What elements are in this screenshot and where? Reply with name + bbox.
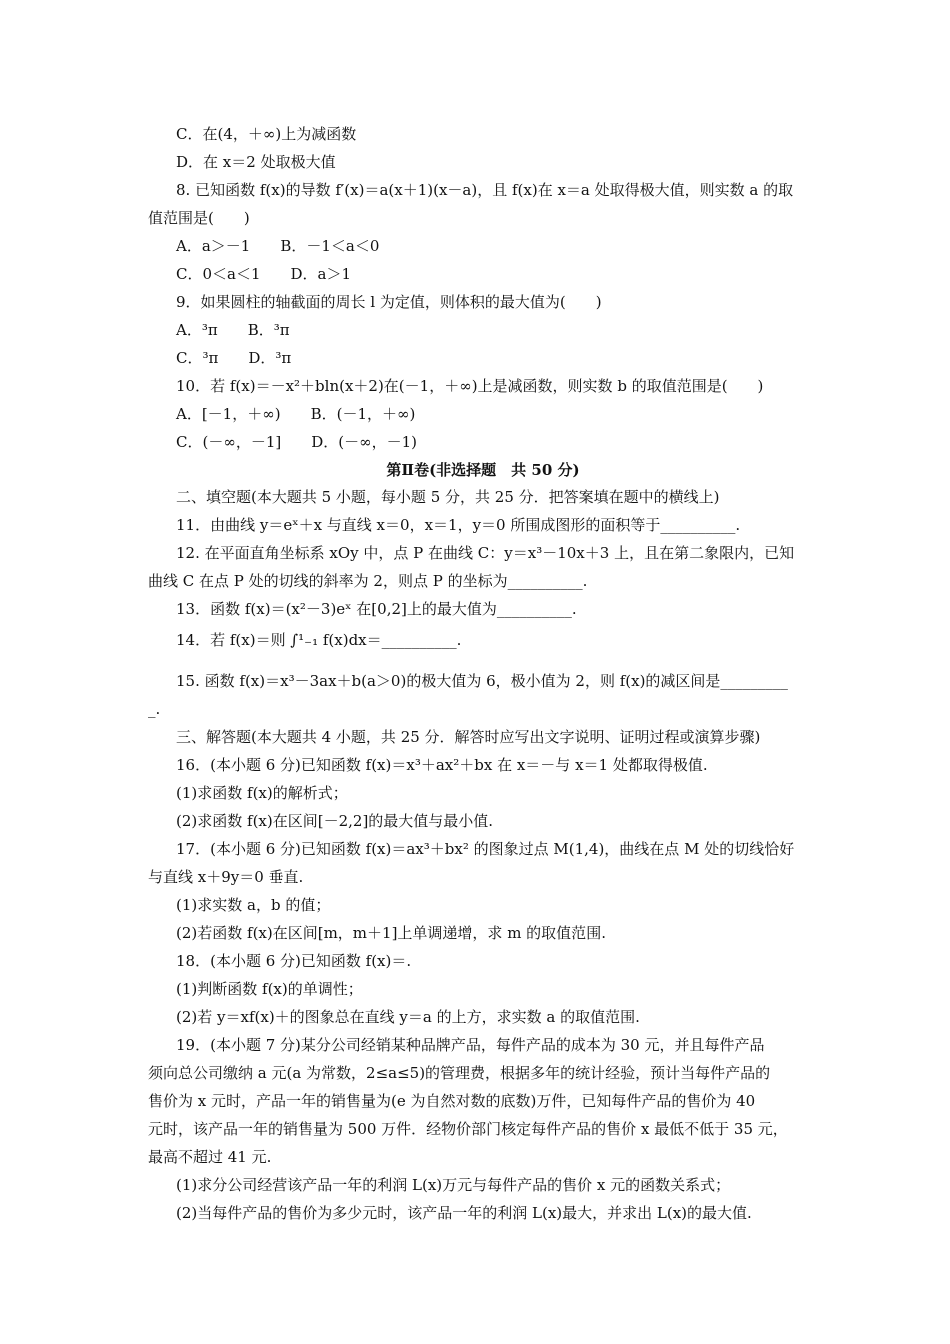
q11: 11．由曲线 y＝eˣ＋x 与直线 x＝0，x＝1，y＝0 所围成图形的面积等于__________. bbox=[176, 516, 741, 534]
q9-options-ab: A．³π B．³π bbox=[176, 321, 290, 339]
q18-stem: 18．(本小题 6 分)已知函数 f(x)＝. bbox=[176, 952, 412, 970]
section-heading-answers: 三、解答题(本大题共 4 小题，共 25 分．解答时应写出文字说明、证明过程或演算步骤) bbox=[176, 728, 761, 746]
q7-option-d: D．在 x＝2 处取极大值 bbox=[176, 153, 336, 171]
q16-part1: (1)求函数 f(x)的解析式； bbox=[176, 784, 348, 802]
q19-stem-cont-3: 元时，该产品一年的销售量为 500 万件．经物价部门核定每件产品的售价 x 最低不低于 35 元， bbox=[148, 1120, 788, 1138]
q18-part1: (1)判断函数 f(x)的单调性； bbox=[176, 980, 363, 998]
q16-part2: (2)求函数 f(x)在区间[－2,2]的最大值与最小值. bbox=[176, 812, 494, 830]
q12-stem-cont: 曲线 C 在点 P 处的切线的斜率为 2，则点 P 的坐标为__________. bbox=[148, 572, 588, 590]
section-heading-fill-blank: 二、填空题(本大题共 5 小题，每小题 5 分，共 25 分．把答案填在题中的横线上) bbox=[176, 488, 720, 506]
q10-options-ab: A．[－1，＋∞) B．(－1，＋∞) bbox=[176, 405, 416, 423]
q8-stem-cont: 值范围是( ) bbox=[148, 209, 250, 227]
q19-part1: (1)求分公司经营该产品一年的利润 L(x)万元与每件产品的售价 x 元的函数关系式； bbox=[176, 1176, 731, 1194]
q16-stem: 16．(本小题 6 分)已知函数 f(x)＝x³＋ax²＋bx 在 x＝－与 x＝1 处都取得极值. bbox=[176, 756, 708, 774]
q19-stem-cont-2: 售价为 x 元时，产品一年的销售量为(e 为自然对数的底数)万件，已知每件产品的售价为 40 bbox=[148, 1092, 756, 1110]
q12-stem: 12. 在平面直角坐标系 xOy 中，点 P 在曲线 C：y＝x³－10x＋3 上，且在第二象限内，已知 bbox=[176, 544, 795, 562]
q17-stem: 17．(本小题 6 分)已知函数 f(x)＝ax³＋bx² 的图象过点 M(1,4)，曲线在点 M 处的切线恰好 bbox=[176, 840, 795, 858]
q14: 14．若 f(x)＝则 ∫¹₋₁ f(x)dx＝__________. bbox=[176, 631, 462, 649]
q17-part1: (1)求实数 a，b 的值； bbox=[176, 896, 331, 914]
q8-options-ab: A．a＞－1 B．－1＜a＜0 bbox=[176, 237, 380, 255]
q7-option-c: C．在(4，＋∞)上为减函数 bbox=[176, 125, 357, 143]
q19-stem: 19．(本小题 7 分)某分公司经销某种品牌产品，每件产品的成本为 30 元，并且每件产品 bbox=[176, 1036, 765, 1054]
q15-cont: _. bbox=[148, 700, 161, 718]
section-title-part2: 第Ⅱ卷(非选择题 共 50 分) bbox=[386, 461, 580, 479]
q10-options-cd: C．(－∞，－1] D．(－∞，－1) bbox=[176, 433, 417, 451]
q18-part2: (2)若 y＝xf(x)＋的图象总在直线 y＝a 的上方，求实数 a 的取值范围. bbox=[176, 1008, 640, 1026]
q19-stem-cont-4: 最高不超过 41 元. bbox=[148, 1148, 272, 1166]
q8-stem: 8. 已知函数 f(x)的导数 f′(x)＝a(x＋1)(x－a)，且 f(x)在 x＝a 处取得极大值，则实数 a 的取 bbox=[176, 181, 794, 199]
q9-stem: 9．如果圆柱的轴截面的周长 l 为定值，则体积的最大值为( ) bbox=[176, 293, 602, 311]
q8-options-cd: C．0＜a＜1 D．a＞1 bbox=[176, 265, 352, 283]
q15: 15. 函数 f(x)＝x³－3ax＋b(a＞0)的极大值为 6，极小值为 2，则 f(x)的减区间是_________ bbox=[176, 672, 788, 690]
q17-stem-cont: 与直线 x＋9y＝0 垂直. bbox=[148, 868, 304, 886]
q13: 13．函数 f(x)＝(x²－3)eˣ 在[0,2]上的最大值为__________. bbox=[176, 600, 577, 618]
q19-stem-cont-1: 须向总公司缴纳 a 元(a 为常数，2≤a≤5)的管理费，根据多年的统计经验，预计当每件产品的 bbox=[148, 1064, 771, 1082]
q9-options-cd: C．³π D．³π bbox=[176, 349, 292, 367]
q17-part2: (2)若函数 f(x)在区间[m，m＋1]上单调递增，求 m 的取值范围. bbox=[176, 924, 606, 942]
q19-part2: (2)当每件产品的售价为多少元时，该产品一年的利润 L(x)最大，并求出 L(x)的最大值. bbox=[176, 1204, 752, 1222]
q10-stem: 10．若 f(x)＝－x²＋bln(x＋2)在(－1，＋∞)上是减函数，则实数 b 的取值范围是( ) bbox=[176, 377, 764, 395]
